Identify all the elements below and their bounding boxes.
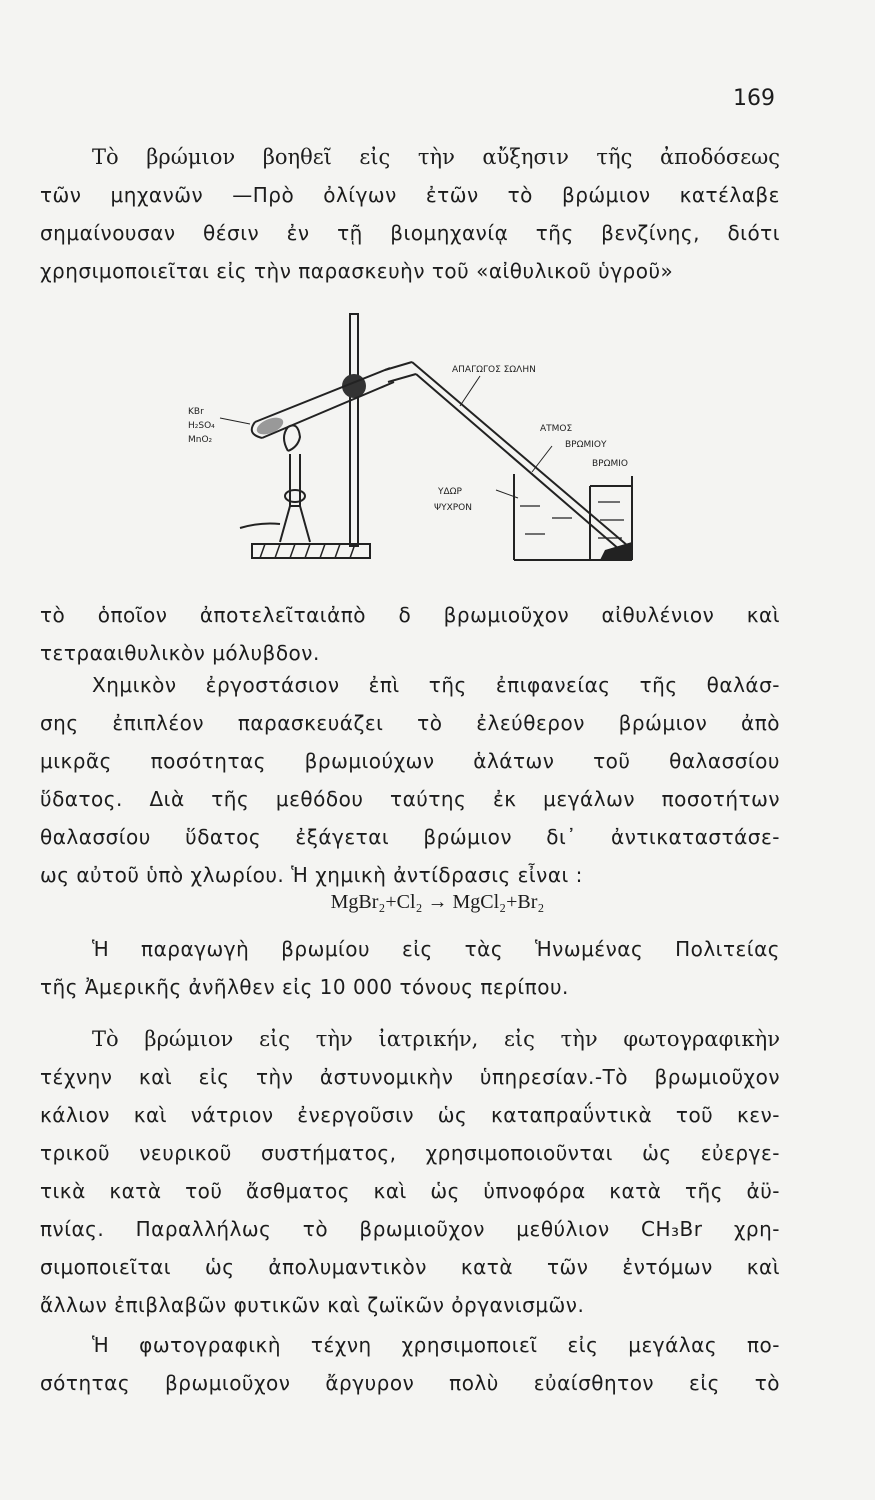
label-h2so4: H₂SO₄ <box>188 421 215 431</box>
chemical-equation: MgBr₂+Cl₂ → MgCl₂+Br₂ <box>330 891 545 913</box>
page-number: 169 <box>733 86 775 111</box>
label-kbr: KBr <box>188 407 204 417</box>
text-line: χρησιμοποιεῖται εἰς τὴν παρασκευὴν τοῦ «αἰθυλικοῦ ὑγροῦ» <box>40 259 674 283</box>
text-line: τῶν μηχανῶν —Πρὸ ὀλίγων ἐτῶν τὸ βρώμιον κατέλαβε <box>40 183 780 207</box>
text-line: Χημικὸν ἐργοστάσιον ἐπὶ τῆς ἐπιφανείας τῆς θαλάσ- <box>92 673 780 697</box>
text-line: Τὸ βρώμιον εἰς τὴν ἰατρικήν, εἰς τὴν φωτογραφικὴν <box>92 1027 780 1051</box>
label-mno2: MnO₂ <box>188 435 213 445</box>
text-line: σημαίνουσαν θέσιν ἐν τῇ βιομηχανίᾳ τῆς βενζίνης, διότι <box>40 221 780 245</box>
stand-rod <box>350 314 358 546</box>
text-line: σιμοποιεῖται ὡς ἀπολυμαντικὸν κατὰ τῶν ἐντόμων καὶ <box>40 1255 780 1279</box>
text-line: ως αὐτοῦ ὑπὸ χλωρίου. Ἡ χημικὴ ἀντίδρασις εἶναι : <box>40 863 583 887</box>
text-line: τρικοῦ νευρικοῦ συστήματος, χρησιμοποιοῦνται ὡς εὐεργε- <box>40 1141 780 1165</box>
text-line: τῆς Ἀμερικῆς ἀνῆλθεν εἰς 10 000 τόνους περίπου. <box>40 975 569 999</box>
burner <box>240 425 310 542</box>
text-line: μικρᾶς ποσότητας βρωμιούχων ἁλάτων τοῦ θαλασσίου <box>40 749 780 773</box>
text-line: ὕδατος. Διὰ τῆς μεθόδου ταύτης ἐκ μεγάλων ποσοτήτων <box>40 787 780 811</box>
paragraph-photography <box>40 1326 780 1402</box>
paragraph-production <box>40 930 780 1006</box>
label-pointer <box>532 446 552 472</box>
label-vapor-1: ΑΤΜΟΣ <box>540 424 573 434</box>
text-line: κάλιον καὶ νάτριον ἐνεργοῦσιν ὡς καταπραΰντικὰ τοῦ κεν- <box>40 1103 780 1127</box>
text-line: σότητας βρωμιοῦχον ἄργυρον πολὺ εὐαίσθητον εἰς τὸ <box>40 1371 780 1395</box>
text-line: πνίας. Παραλλήλως τὸ βρωμιοῦχον μεθύλιον CH₃Br χρη- <box>40 1217 780 1241</box>
text-line: τικὰ κατὰ τοῦ ἄσθματος καὶ ὡς ὑπνοφόρα κατὰ τῆς ἀϋ- <box>40 1179 780 1203</box>
text-line: σης ἐπιπλέον παρασκευάζει τὸ ἐλεύθερον βρώμιον ἀπὸ <box>40 711 780 735</box>
text-line: Ἡ παραγωγὴ βρωμίου εἰς τὰς Ἡνωμένας Πολιτείας <box>92 937 780 961</box>
paragraph-ethyl <box>40 596 780 672</box>
text-line: Ἡ φωτογραφικὴ τέχνη χρησιμοποιεῖ εἰς μεγάλας πο- <box>92 1333 780 1357</box>
text-line: τετρααιθυλικὸν μόλυβδον. <box>40 641 320 665</box>
text-line: Τὸ βρώμιον βοηθεῖ εἰς τὴν αὔξησιν τῆς ἀποδόσεως <box>92 145 780 169</box>
label-water-2: ΨΥΧΡΟΝ <box>434 503 472 513</box>
beaker <box>514 474 632 560</box>
base-hatching <box>260 544 355 558</box>
bromine-liquid <box>600 542 632 560</box>
paragraph-factory <box>40 666 780 894</box>
text-line: τὸ ὁποῖον ἀποτελεῖταιἀπὸ δ βρωμιοῦχον αἰθυλένιον καὶ <box>40 603 780 627</box>
label-water-1: ΥΔΩΡ <box>438 487 462 497</box>
label-pointer <box>460 376 480 406</box>
label-outlet-tube: ΑΠΑΓΩΓΟΣ ΣΩΛΗΝ <box>452 365 536 375</box>
text-line: τέχνην καὶ εἰς τὴν ἀστυνομικὴν ὑπηρεσίαν.-Τὸ βρωμιοῦχον <box>40 1065 780 1089</box>
apparatus-drawing <box>180 306 660 586</box>
label-pointer <box>220 418 250 424</box>
paragraph-intro <box>40 138 780 290</box>
bromine-apparatus-diagram <box>180 306 660 586</box>
text-line: θαλασσίου ὕδατος ἐξάγεται βρώμιον δι᾽ ἀντικαταστάσε- <box>40 825 780 849</box>
label-bromine-liquid: ΒΡΩΜΙΟ <box>592 459 628 469</box>
label-vapor-2: ΒΡΩΜΙΟΥ <box>565 440 607 450</box>
delivery-tube <box>385 362 628 550</box>
paragraph-medicine <box>40 1020 780 1324</box>
text-line: ἄλλων ἐπιβλαβῶν φυτικῶν καὶ ζωϊκῶν ὀργανισμῶν. <box>40 1293 585 1317</box>
